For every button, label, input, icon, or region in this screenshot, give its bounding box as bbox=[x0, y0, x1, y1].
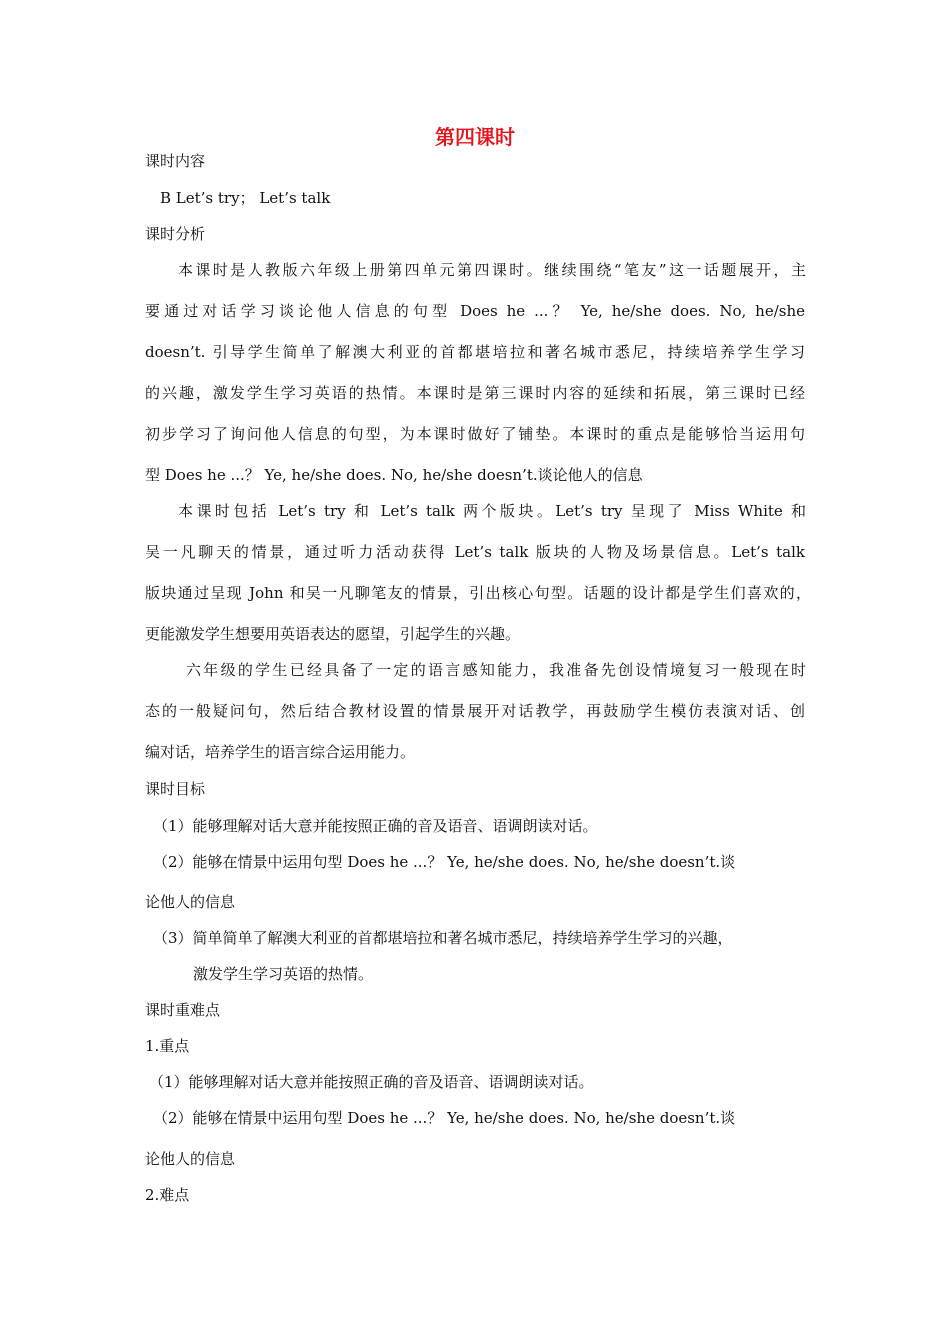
section-heading-analysis: 课时分析 bbox=[145, 225, 206, 243]
key-point-continuation: 论他人的信息 bbox=[145, 1150, 236, 1168]
analysis-p1-line: 要通过对话学习谈论他人信息的句型 Does he ...？ Ye, he/she does. No, he/she bbox=[145, 302, 805, 320]
content-line: B Let’s try； Let’s talk bbox=[160, 189, 331, 207]
goal-item: （3）简单简单了解澳大利亚的首都堪培拉和著名城市悉尼，持续培养学生学习的兴趣， bbox=[153, 929, 733, 947]
key-points-label: 1.重点 bbox=[145, 1037, 190, 1055]
goal-item: （2）能够在情景中运用句型 Does he ...？ Ye, he/she does. No, he/she doesn’t.谈 bbox=[153, 853, 736, 871]
section-heading-content: 课时内容 bbox=[145, 152, 206, 170]
analysis-p2-line: 更能激发学生想要用英语表达的愿望，引起学生的兴趣。 bbox=[145, 625, 521, 643]
analysis-p1-line: 本课时是人教版六年级上册第四单元第四课时。继续围绕“笔友”这一话题展开，主 bbox=[178, 261, 806, 279]
section-heading-key-points: 课时重难点 bbox=[145, 1001, 221, 1019]
difficulty-label: 2.难点 bbox=[145, 1186, 190, 1204]
goal-item-continuation: 激发学生学习英语的热情。 bbox=[193, 965, 374, 983]
key-point-item: （2）能够在情景中运用句型 Does he ...？ Ye, he/she does. No, he/she doesn’t.谈 bbox=[153, 1109, 736, 1127]
analysis-p3-line: 编对话，培养学生的语言综合运用能力。 bbox=[145, 743, 416, 761]
analysis-p2-line: 版块通过呈现 John 和吴一凡聊笔友的情景，引出核心句型。话题的设计都是学生们喜欢的， bbox=[145, 584, 811, 602]
analysis-p1-line: 初步学习了询问他人信息的句型，为本课时做好了铺垫。本课时的重点是能够恰当运用句 bbox=[145, 425, 805, 443]
analysis-p2-line: 吴一凡聊天的情景，通过听力活动获得 Let’s talk 版块的人物及场景信息。Let’s talk bbox=[145, 543, 805, 561]
analysis-p1-line: 的兴趣，激发学生学习英语的热情。本课时是第三课时内容的延续和拓展，第三课时已经 bbox=[145, 384, 805, 402]
analysis-p3-line: 态的一般疑问句，然后结合教材设置的情景展开对话教学，再鼓励学生模仿表演对话、创 bbox=[145, 702, 805, 720]
section-heading-goals: 课时目标 bbox=[145, 780, 206, 798]
goal-item-continuation: 论他人的信息 bbox=[145, 893, 236, 911]
analysis-p1-line: 型 Does he ...？ Ye, he/she does. No, he/she doesn’t.谈论他人的信息 bbox=[145, 466, 643, 484]
goal-item: （1）能够理解对话大意并能按照正确的音及语音、语调朗读对话。 bbox=[153, 817, 598, 835]
key-point-item: （1）能够理解对话大意并能按照正确的音及语音、语调朗读对话。 bbox=[149, 1073, 594, 1091]
document-title: 第四课时 bbox=[435, 125, 515, 149]
analysis-p2-line: 本课时包括 Let’s try 和 Let’s talk 两个版块。Let’s try 呈现了 Miss White 和 bbox=[178, 502, 806, 520]
analysis-p3-line: 六年级的学生已经具备了一定的语言感知能力，我准备先创设情境复习一般现在时 bbox=[186, 661, 806, 679]
analysis-p1-line: doesn’t. 引导学生简单了解澳大利亚的首都堪培拉和著名城市悉尼，持续培养学生学习 bbox=[145, 343, 805, 361]
